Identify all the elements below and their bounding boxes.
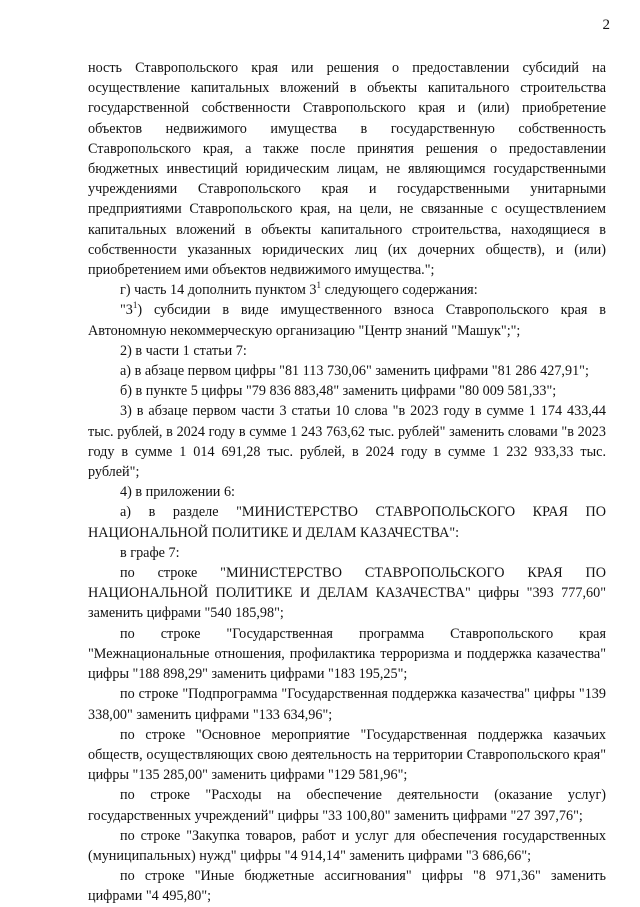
paragraph-row-main-activity: по строке "Основное мероприятие "Государственная поддержка казачьих обществ, осуществляющих свою деятельность на территории Ставропольского края" цифры "135 285,00" заменить цифрами "129 581,96"; (88, 726, 606, 784)
paragraph-column-7: в графе 7: (120, 544, 180, 561)
paragraph-text: следующего содержания: (321, 282, 478, 299)
paragraph-row-procurement: по строке "Закупка товаров, работ и услуг для обеспечения государственных (муниципальных) нужд" цифры "4 914,14" заменить цифрами "3 686,66"; (88, 827, 606, 864)
paragraph-item-2b: б) в пункте 5 цифры "79 836 883,48" заменить цифрами "80 009 581,33"; (120, 383, 557, 400)
superscript: 1 (132, 300, 138, 311)
page-number: 2 (602, 17, 610, 33)
paragraph-row-expenses: по строке "Расходы на обеспечение деятельности (оказание услуг) государственных учреждений" цифры "33 100,80" заменить цифрами "27 397,76"; (88, 787, 606, 824)
paragraph-item-3: 3) в абзаце первом части 3 статьи 10 слова "в 2023 году в сумме 1 174 433,44 тыс. рублей, в 2024 году в сумме 1 243 763,62 тыс. рублей" заменить словами "в 2023 году в сумме 1 014 691,28 тыс. рублей, в 2024 году в сумме 1 232 933,33 тыс. рублей"; (88, 403, 606, 481)
paragraph-row-ministry: по строке "МИНИСТЕРСТВО СТАВРОПОЛЬСКОГО КРАЯ ПО НАЦИОНАЛЬНОЙ ПОЛИТИКЕ И ДЕЛАМ КАЗАЧЕСТВА" цифры "393 777,60" заменить цифрами "540 185,98"; (88, 565, 606, 622)
paragraph-item-4a: а) в разделе "МИНИСТЕРСТВО СТАВРОПОЛЬСКОГО КРАЯ ПО НАЦИОНАЛЬНОЙ ПОЛИТИКЕ И ДЕЛАМ КАЗАЧЕСТВА": (88, 504, 606, 541)
paragraph-row-subprogram: по строке "Подпрограмма "Государственная поддержка казачества" цифры "139 338,00" заменить цифрами "133 634,96"; (88, 686, 606, 723)
paragraph-row-other-allocations: по строке "Иные бюджетные ассигнования" цифры "8 971,36" заменить цифрами "4 495,80"; (88, 868, 606, 905)
paragraph-text: г) часть 14 дополнить пунктом 3 (120, 282, 317, 299)
superscript: 1 (316, 280, 322, 291)
paragraph-text: "3 (120, 302, 133, 319)
paragraph-row-state-program: по строке "Государственная программа Ставропольского края "Межнациональные отношения, профилактика терроризма и поддержка казачества" цифры "188 898,29" заменить цифрами "183 195,25"; (88, 625, 606, 683)
paragraph-item-2: 2) в части 1 статьи 7: (120, 342, 247, 359)
paragraph-item-4: 4) в приложении 6: (120, 484, 235, 501)
paragraph-item-2a: а) в абзаце первом цифры "81 113 730,06" заменить цифрами "81 286 427,91"; (120, 363, 589, 380)
paragraph-text: ) субсидии в виде имущественного взноса Ставропольского края в Автономную некоммерческую организацию "Центр знаний "Машук";"; (88, 302, 606, 339)
paragraph-item-g (88, 280, 606, 300)
document-body (88, 58, 606, 907)
paragraph-point-3-1 (88, 300, 606, 340)
paragraph-continuation: ность Ставропольского края или решения о предоставлении субсидий на осуществление капитальных вложений в объекты капитального строительства государственной собственности Ставропольского края и (или) приобретение объектов недвижимого имущества в государственную собственность Ставропольского края, а также после принятия решения о предоставлении бюджетных инвестиций юридическим лицам, не являющимся государственными учреждениями Ставропольского края и государственными унитарными предприятиями Ставропольского края, на цели, не связанные с осуществлением капитальных вложений в объекты капитального строительства, находящиеся в собственности указанных юридических лиц (их дочерних обществ), и (или) приобретением ими объектов недвижимого имущества."; (88, 60, 606, 279)
